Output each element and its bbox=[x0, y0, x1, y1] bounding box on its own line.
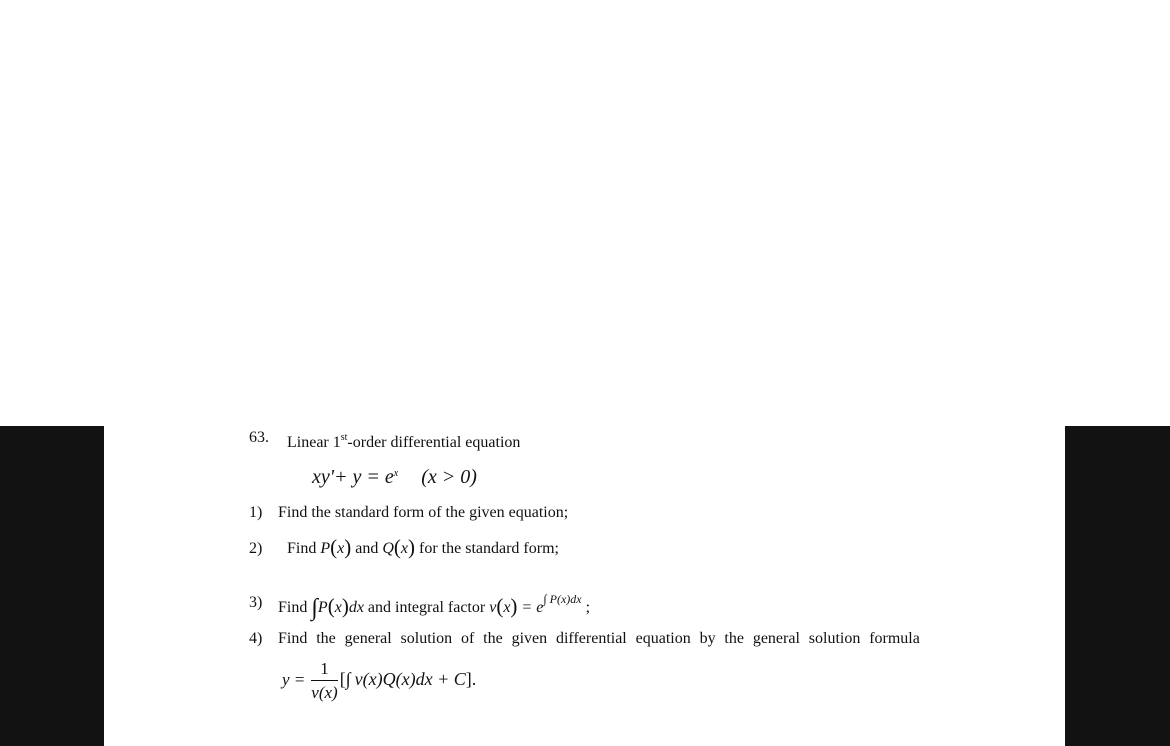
item-4-number: 4) bbox=[249, 630, 263, 647]
main-equation bbox=[312, 461, 477, 490]
problem-number: 63. bbox=[249, 429, 269, 446]
title-post: -order differential equation bbox=[347, 434, 521, 451]
item-3-mid: and integral factor bbox=[367, 599, 486, 616]
item-4-word: general bbox=[344, 630, 392, 647]
item-3-exponent: ∫ P(x)dx bbox=[543, 592, 582, 606]
general-solution-formula bbox=[282, 658, 476, 718]
item-4-word: equation bbox=[635, 630, 691, 647]
item-2-text: Find P(x) and Q(x) for the standard form; bbox=[287, 535, 559, 559]
item-2-q: Q bbox=[382, 540, 394, 557]
item-4-word: formula bbox=[869, 630, 920, 647]
formula-lhs: y = bbox=[282, 670, 306, 690]
item-3-p: P bbox=[317, 599, 328, 616]
title-superscript: st bbox=[340, 432, 348, 443]
item-2-x2: x bbox=[400, 540, 409, 557]
formula-open: [∫ bbox=[339, 669, 351, 690]
item-2-find: Find bbox=[287, 540, 317, 557]
item-3-integral-sign: ∫ bbox=[311, 595, 318, 621]
item-4-word: the bbox=[483, 630, 503, 647]
formula-body: v(x)Q(x)dx + C bbox=[354, 669, 466, 690]
formula-close: ]. bbox=[465, 669, 477, 690]
item-3-text: Find ∫P(x)dx and integral factor $v(x) = e^{\int P(x)dx}$ ; bbox=[278, 592, 591, 621]
item-3-v: v bbox=[489, 599, 497, 616]
equation-lhs: xy'+ y = e bbox=[312, 466, 394, 488]
equation-condition: (x > 0) bbox=[421, 466, 477, 488]
item-4-word: the bbox=[316, 630, 336, 647]
formula-numerator: 1 bbox=[311, 658, 337, 681]
item-2-number: 2) bbox=[249, 540, 263, 557]
formula-fraction bbox=[311, 658, 337, 705]
item-1-text: Find the standard form of the given equation; bbox=[278, 504, 569, 521]
title-pre: Linear 1 bbox=[287, 434, 341, 451]
item-3-eq: = e bbox=[521, 599, 544, 616]
item-4-word: of bbox=[460, 630, 475, 647]
equation-exponent: x bbox=[393, 468, 399, 479]
item-2-and: and bbox=[355, 540, 379, 557]
item-3-x: x bbox=[334, 599, 342, 616]
item-4-word: Find bbox=[278, 630, 308, 647]
item-4-word: solution bbox=[808, 630, 861, 647]
item-2-p: P bbox=[320, 540, 331, 557]
item-3-end: ; bbox=[585, 599, 591, 616]
item-4-word: the bbox=[724, 630, 744, 647]
item-3-number: 3) bbox=[249, 594, 263, 611]
item-1-number: 1) bbox=[249, 504, 263, 521]
item-4-word: solution bbox=[400, 630, 453, 647]
item-2-rest: for the standard form; bbox=[419, 540, 559, 557]
item-4-word: differential bbox=[555, 630, 627, 647]
problem-title bbox=[287, 428, 520, 453]
item-4-word: by bbox=[699, 630, 716, 647]
formula-denominator: v(x) bbox=[311, 683, 338, 702]
item-3-find: Find bbox=[278, 599, 308, 616]
item-4-text bbox=[278, 629, 920, 649]
item-4-word: general bbox=[752, 630, 800, 647]
item-3-vx: x bbox=[503, 599, 511, 616]
item-2-x1: x bbox=[337, 540, 345, 557]
item-3-dx: dx bbox=[348, 599, 364, 616]
item-4-word: given bbox=[511, 630, 548, 647]
